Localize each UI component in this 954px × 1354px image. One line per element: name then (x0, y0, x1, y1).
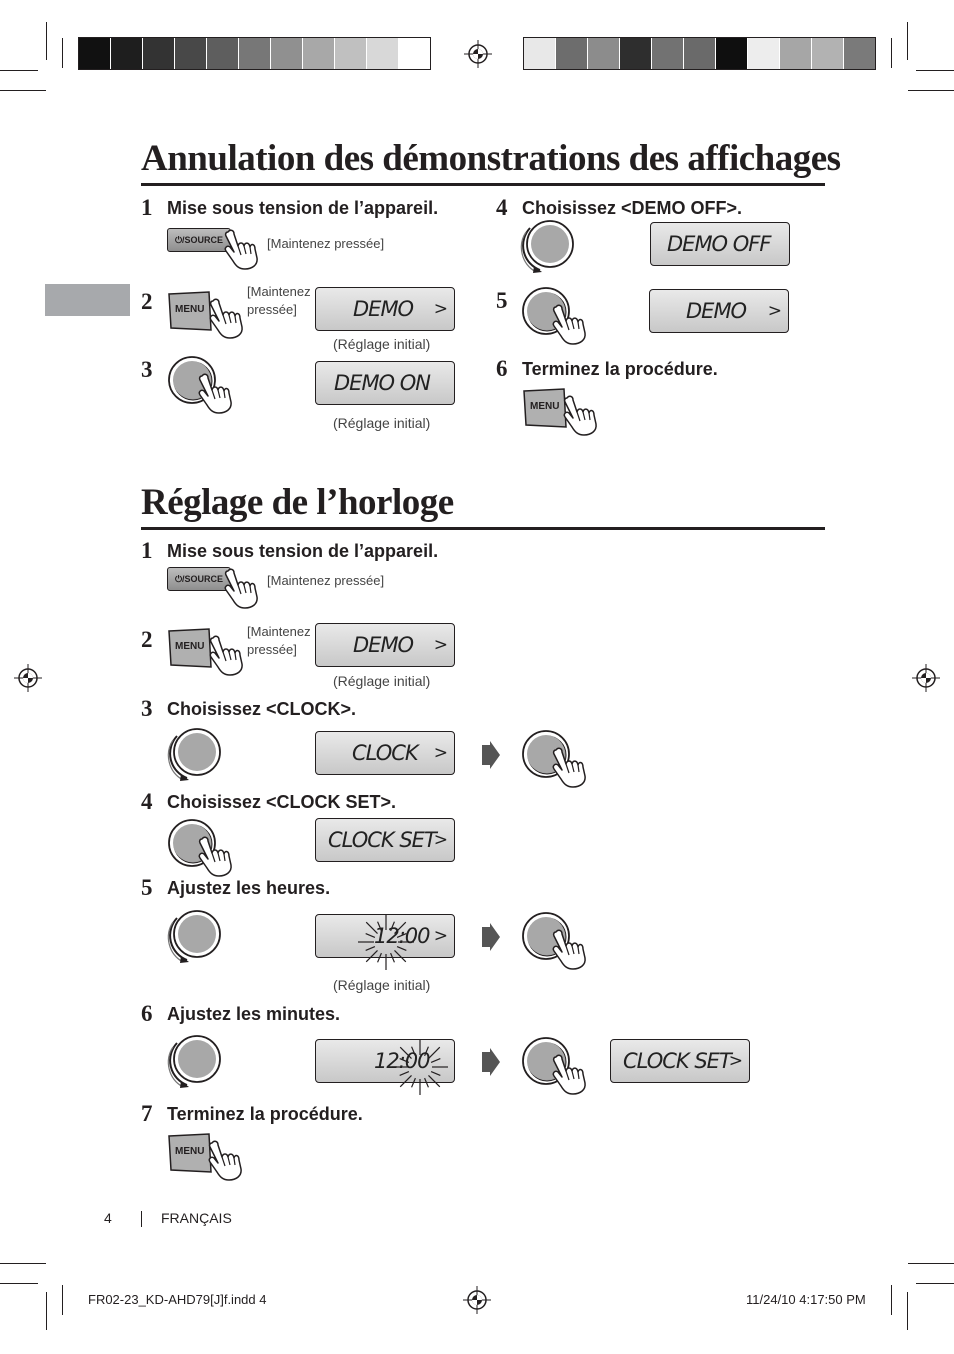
s2-lcd-minutes: 12:00 (315, 1039, 455, 1083)
footer-language: FRANÇAIS (161, 1210, 232, 1226)
registration-mark-top (464, 40, 492, 73)
s1-lcd-demo-on: DEMO ON (315, 361, 455, 405)
barL-swatch (79, 38, 110, 69)
barR-swatch (779, 38, 811, 69)
barR-swatch (555, 38, 587, 69)
s1-step6-number: 6 (496, 356, 508, 381)
s2-step7-text: Terminez la procédure. (167, 1104, 363, 1124)
s2-flash-icon-minutes (390, 1037, 450, 1102)
s2-step3-text: Choisissez <CLOCK>. (167, 699, 357, 719)
s2-hand-icon-7 (206, 1139, 248, 1186)
s1-hand-icon-1 (222, 228, 264, 275)
s2-step2-number: 2 (141, 627, 153, 652)
s2-step7-number: 7 (141, 1101, 153, 1126)
s2-step2-note1: [Maintenez (247, 624, 311, 639)
s2-knob-rotate-3[interactable] (165, 724, 225, 789)
s2-step5-number: 5 (141, 875, 153, 900)
s2-knob-rotate-5[interactable] (165, 906, 225, 971)
registration-mark-left (14, 664, 42, 697)
section2-title: Réglage de l’horloge (141, 482, 454, 523)
barR-swatch (587, 38, 619, 69)
s2-step6-text: Ajustez les minutes. (167, 1004, 341, 1024)
barR-swatch (524, 38, 555, 69)
barR-swatch (747, 38, 779, 69)
barL-swatch (334, 38, 366, 69)
s1-step2-number: 2 (141, 289, 153, 314)
s2-hand-icon-3 (550, 746, 592, 793)
s1-step4-text: Choisissez <DEMO OFF>. (522, 198, 743, 218)
s1-hand-icon-3 (196, 372, 238, 419)
menu-button-label: MENU (530, 401, 560, 412)
s2-step1-text: Mise sous tension de l’appareil. (167, 541, 439, 561)
s2-lcd-clock: CLOCK > (315, 731, 455, 775)
language-tab (45, 284, 130, 316)
footer-divider (141, 1211, 142, 1227)
s2-hand-icon-6 (550, 1053, 592, 1100)
s2-step4-number: 4 (141, 789, 153, 814)
barR-swatch (843, 38, 875, 69)
s1-lcd-demo: DEMO > (315, 287, 455, 331)
s2-step3-number: 3 (141, 696, 153, 721)
barL-swatch (110, 38, 142, 69)
s2-hand-icon-5 (550, 928, 592, 975)
s2-hand-icon-2 (207, 634, 249, 681)
color-bar-right (523, 37, 876, 70)
s2-step1-note: [Maintenez pressée] (267, 573, 385, 588)
s2-flash-icon-hours (356, 912, 416, 977)
s2-step1-number: 1 (141, 538, 153, 563)
slug-filename: FR02-23_KD-AHD79[J]f.indd 4 (88, 1292, 267, 1307)
s1-source-button[interactable]: ⏻/SOURCE (167, 228, 231, 252)
s2-lcd-clock-set: CLOCK SET > (315, 818, 455, 862)
s1-step3-caption: (Réglage initial) (333, 415, 431, 431)
barL-swatch (238, 38, 270, 69)
page-number: 4 (104, 1210, 112, 1226)
menu-button-label: MENU (175, 641, 205, 652)
barL-swatch (142, 38, 174, 69)
barR-swatch (619, 38, 651, 69)
s1-step1-note: [Maintenez pressée] (267, 236, 385, 251)
menu-button-label: MENU (175, 304, 205, 315)
s1-step3-number: 3 (141, 357, 153, 382)
color-bar-left (78, 37, 431, 70)
barL-swatch (174, 38, 206, 69)
section1-title: Annulation des démonstrations des affichages (141, 138, 841, 179)
barR-swatch (715, 38, 747, 69)
s1-hand-icon-5 (550, 303, 592, 350)
menu-button-label: MENU (175, 1146, 205, 1157)
registration-mark-right (912, 664, 940, 697)
section1-rule (141, 183, 825, 186)
slug-date: 11/24/10 4:17:50 PM (746, 1292, 866, 1307)
s2-hand-icon-1 (222, 567, 264, 614)
s1-step5-number: 5 (496, 288, 508, 313)
s1-step2-note2: pressée] (247, 302, 297, 317)
s1-step4-number: 4 (496, 195, 508, 220)
s1-step6-text: Terminez la procédure. (522, 359, 718, 379)
s2-step6-number: 6 (141, 1001, 153, 1026)
s2-step5-text: Ajustez les heures. (167, 878, 331, 898)
s2-arrow-5 (480, 923, 500, 956)
barR-swatch (651, 38, 683, 69)
s1-step1-number: 1 (141, 195, 153, 220)
s2-step5-caption: (Réglage initial) (333, 977, 431, 993)
s1-step2-caption: (Réglage initial) (333, 336, 431, 352)
barR-swatch (811, 38, 843, 69)
s1-knob-rotate-4[interactable] (518, 216, 578, 281)
s2-hand-icon-4 (196, 835, 238, 882)
barL-swatch (206, 38, 238, 69)
s2-lcd-clock-set-6: CLOCK SET > (610, 1039, 750, 1083)
s2-knob-rotate-6[interactable] (165, 1031, 225, 1096)
section2-rule (141, 527, 825, 530)
s1-step2-note1: [Maintenez (247, 284, 311, 299)
s2-step4-text: Choisissez <CLOCK SET>. (167, 792, 397, 812)
barL-swatch (398, 38, 430, 69)
s2-source-button[interactable]: ⏻/SOURCE (167, 567, 231, 591)
barL-swatch (302, 38, 334, 69)
s1-hand-icon-2 (207, 297, 249, 344)
s2-lcd-demo: DEMO > (315, 623, 455, 667)
barL-swatch (270, 38, 302, 69)
registration-mark-bottom (463, 1286, 491, 1319)
s2-step2-caption: (Réglage initial) (333, 673, 431, 689)
s2-lcd-hours: 12:00 > (315, 914, 455, 958)
s2-arrow-3 (480, 741, 500, 774)
s1-lcd-demo-off: DEMO OFF (650, 222, 790, 266)
barL-swatch (366, 38, 398, 69)
s1-step1-text: Mise sous tension de l’appareil. (167, 198, 439, 218)
barR-swatch (683, 38, 715, 69)
s1-lcd-demo-5: DEMO > (649, 289, 789, 333)
s2-arrow-6 (480, 1048, 500, 1081)
s1-hand-icon-6 (561, 394, 603, 441)
s2-step2-note2: pressée] (247, 642, 297, 657)
